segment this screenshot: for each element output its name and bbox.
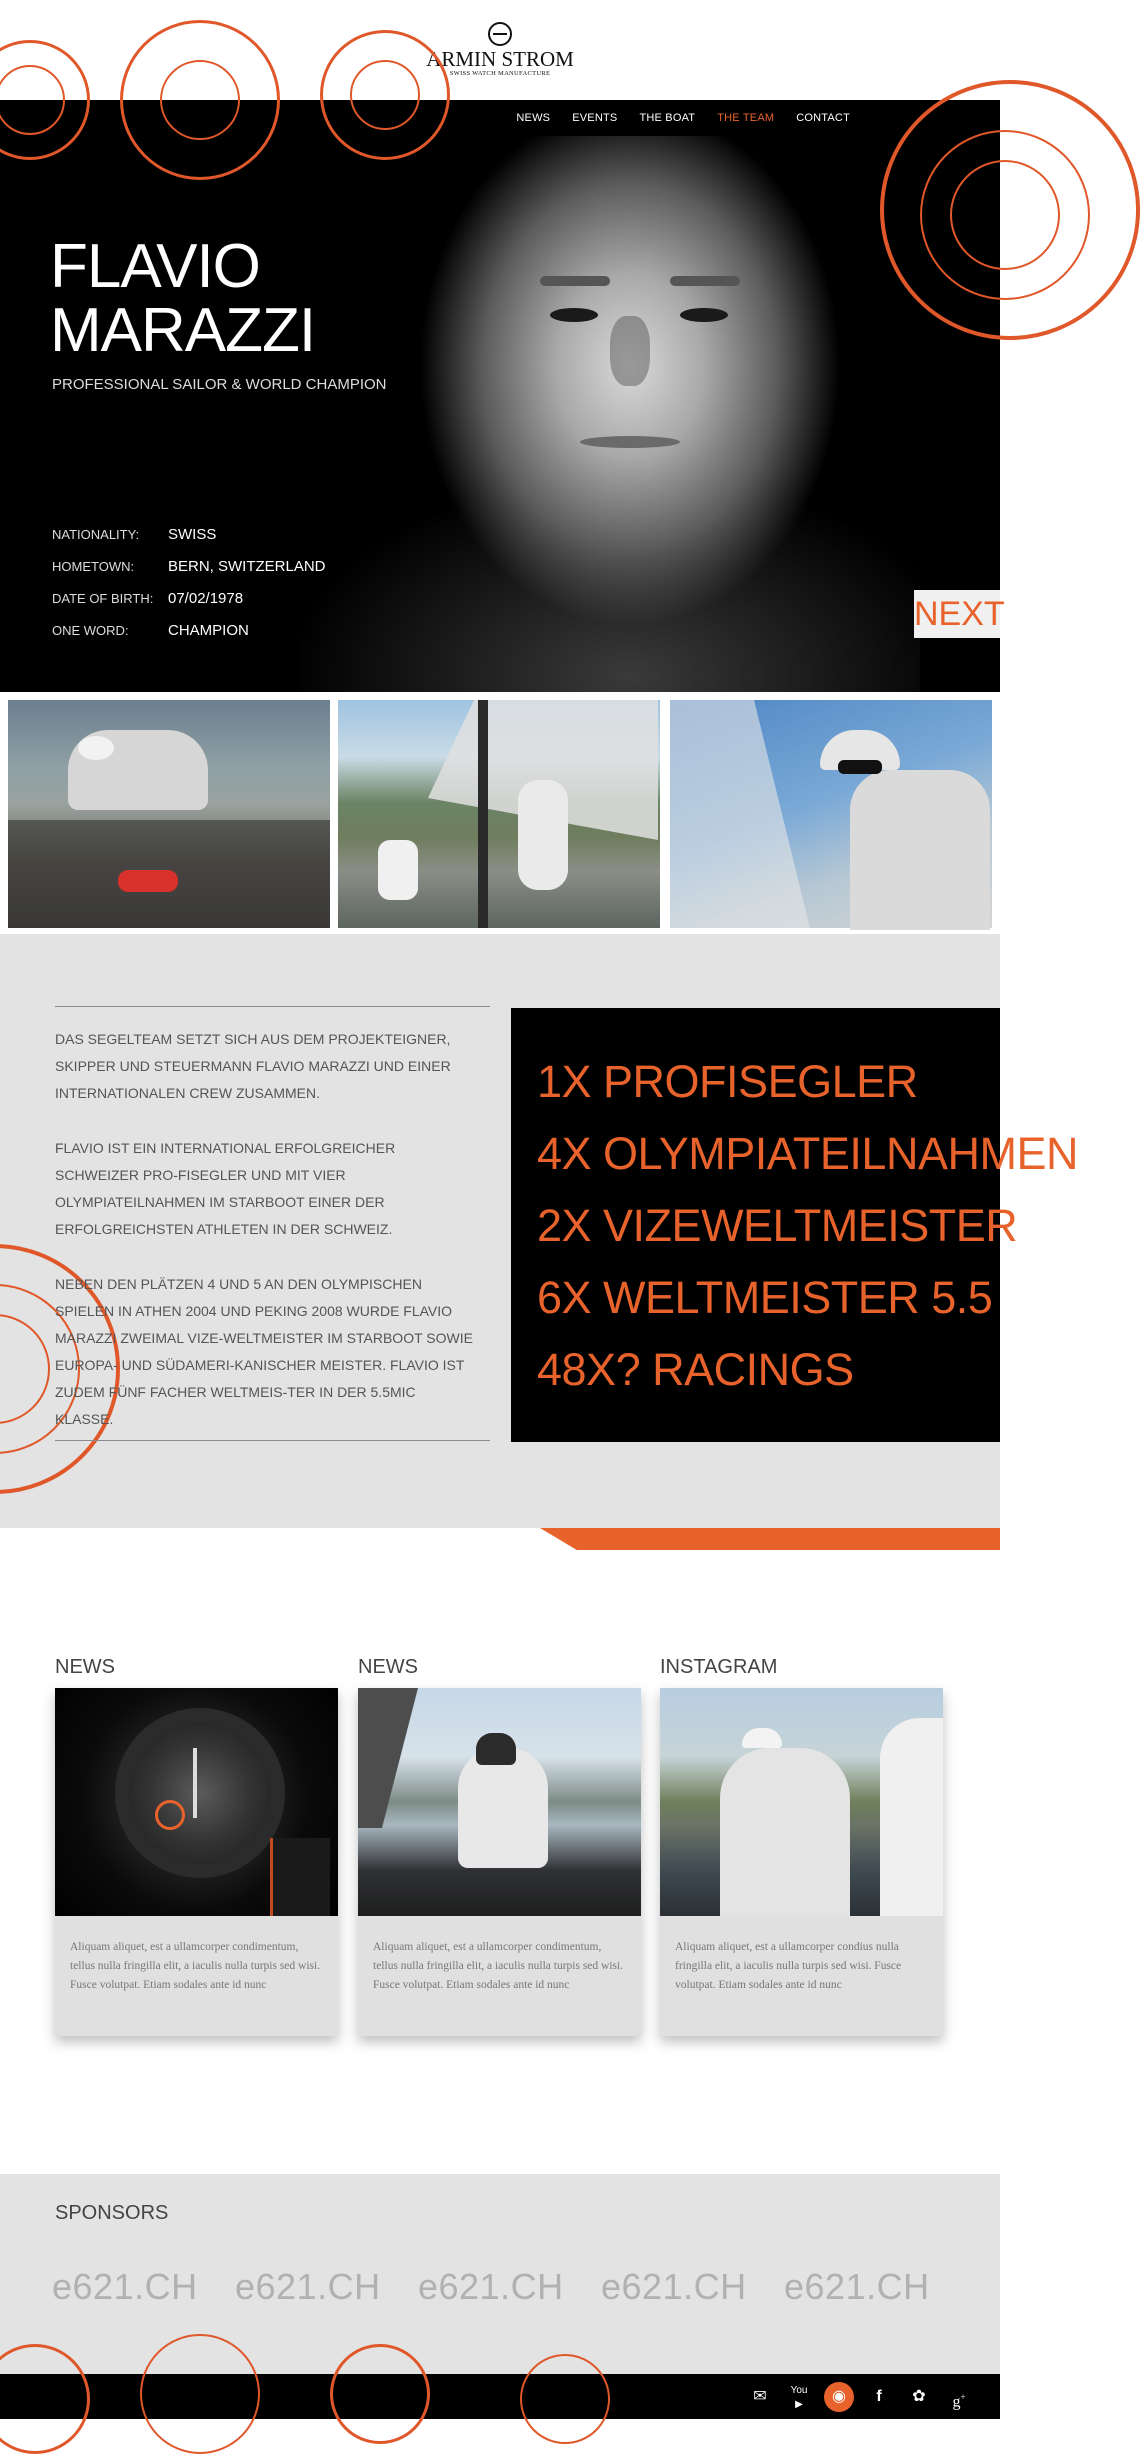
athlete-name — [50, 232, 316, 365]
decorative-gear-ring — [330, 2344, 430, 2444]
accent-bar — [540, 1528, 1000, 1550]
fact-value: SWISS — [168, 525, 217, 543]
decorative-gear-ring — [140, 2334, 260, 2454]
fact-row — [52, 614, 326, 646]
brand-tagline: SWISS WATCH MANUFACTURE — [449, 70, 551, 77]
news-card[interactable] — [55, 1688, 338, 2036]
story-section — [0, 934, 1078, 1528]
sponsors-section — [0, 2174, 1000, 2374]
next-athlete-button[interactable]: NEXT — [914, 590, 1000, 638]
achievement-stat: 2X VIZEWELTMEISTER — [537, 1200, 1018, 1251]
fact-label: DATE OF BIRTH: — [52, 590, 154, 606]
fact-row — [52, 518, 326, 550]
portrait-eye-right — [680, 308, 728, 322]
story-paragraph: DAS SEGELTEAM SETZT SICH AUS DEM PROJEKTEIGNER, SKIPPER UND STEUERMANN FLAVIO MARAZZI UND EINER INTERNATIONALEN CREW ZUSAMMEN. — [55, 1031, 451, 1101]
achievement-stat: 6X WELTMEISTER 5.5 — [537, 1272, 993, 1323]
fact-row — [52, 550, 326, 582]
fact-value: 07/02/1978 — [168, 589, 244, 607]
instagram-icon[interactable]: ◉ — [824, 2382, 854, 2412]
fact-value: BERN, SWITZERLAND — [168, 557, 326, 575]
fact-label: ONE WORD: — [52, 622, 129, 638]
decorative-gear-core — [950, 160, 1060, 270]
instagram-card-text: Aliquam aliquet, est a ullamcorper condius nulla fringilla elit, a iaculis nulla turpis sed wisi. Fusce volutpat. Etiam sodales ante id nunc — [675, 1941, 902, 1991]
achievements-panel — [511, 1008, 1078, 1442]
brand-name: ARMIN STROM — [426, 47, 574, 71]
nav-contact[interactable]: CONTACT — [796, 112, 850, 124]
fact-row — [52, 582, 326, 614]
gallery-photo[interactable] — [8, 700, 330, 928]
sponsor-logo[interactable]: e621.CH — [52, 2266, 198, 2307]
portrait-brow-left — [540, 276, 610, 286]
portrait-nose — [610, 316, 650, 386]
youtube-icon[interactable]: You ▶ — [790, 2385, 808, 2410]
nav-the-team[interactable]: THE TEAM — [717, 112, 775, 124]
fact-value: CHAMPION — [168, 621, 249, 639]
news-card-image — [55, 1688, 338, 1916]
main-nav — [494, 100, 850, 136]
story-paragraph: NEBEN DEN PLÄTZEN 4 UND 5 AN DEN OLYMPISCHEN SPIELEN IN ATHEN 2004 UND PEKING 2008 WURDE FLAVIO MARAZZI ZWEIMAL VIZE-WELTMEISTER IM STARBOOT SOWIE EUROPA- UND SÜDAMERI-KANISCHER MEISTER. FLAVIO IST ZUDEM FÜNF FACHER WELTMEIS-TER IN DER 5.5MIC KLASSE. — [55, 1276, 473, 1427]
instagram-card-image — [660, 1688, 943, 1916]
achievement-stat: 48X? RACINGS — [537, 1344, 854, 1395]
story-text — [55, 1026, 475, 1461]
photo-gallery — [0, 692, 1000, 934]
mail-icon[interactable]: ✉ — [753, 2388, 767, 2405]
feed-heading-instagram: INSTAGRAM — [660, 1656, 778, 1678]
gallery-photo[interactable] — [670, 700, 992, 928]
athlete-first-name: FLAVIO — [50, 232, 260, 301]
sponsors-title: SPONSORS — [55, 2202, 169, 2224]
portrait-brow-right — [670, 276, 740, 286]
fact-label: HOMETOWN: — [52, 558, 135, 574]
news-card-text: Aliquam aliquet, est a ullamcorper condimentum, tellus nulla fringilla elit, a iaculis nulla turpis sed wisi. Fusce volutpat. Etiam sodales ante id nunc — [70, 1941, 321, 1991]
sponsor-logo[interactable]: e621.CH — [601, 2266, 747, 2307]
instagram-card[interactable] — [660, 1688, 943, 2036]
portrait-eye-left — [550, 308, 598, 322]
google-plus-icon[interactable]: g+ — [952, 2392, 966, 2411]
portrait-mouth — [580, 436, 680, 448]
feed-heading-news: NEWS — [55, 1656, 115, 1678]
nav-the-boat[interactable]: THE BOAT — [639, 112, 696, 124]
divider-top — [55, 1006, 490, 1007]
story-paragraph: FLAVIO IST EIN INTERNATIONAL ERFOLGREICHER SCHWEIZER PRO-FISEGLER UND MIT VIER OLYMPIATEILNAHMEN IM STARBOOT EINER DER ERFOLGREICHSTEN ATHLETEN IN DER SCHWEIZ. — [55, 1140, 396, 1237]
athlete-portrait — [300, 136, 920, 692]
facebook-icon[interactable]: f — [876, 2388, 882, 2405]
athlete-last-name: MARAZZI — [50, 296, 316, 365]
athlete-facts — [52, 518, 326, 646]
decorative-gear-ring — [520, 2354, 610, 2444]
sponsor-logo[interactable]: e621.CH — [235, 2266, 381, 2307]
nav-events[interactable]: EVENTS — [572, 112, 618, 124]
athlete-subtitle: PROFESSIONAL SAILOR & WORLD CHAMPION — [52, 376, 387, 393]
sponsor-logo[interactable]: e621.CH — [784, 2266, 930, 2307]
news-card-image — [358, 1688, 641, 1916]
nav-news[interactable]: NEWS — [516, 112, 551, 124]
achievement-stat: 4X OLYMPIATEILNAHMEN — [537, 1128, 1078, 1179]
site-footer — [0, 2374, 1000, 2419]
brand-mark-icon — [488, 22, 512, 46]
divider-bottom — [55, 1440, 490, 1441]
twitter-icon[interactable]: ✿ — [912, 2388, 926, 2405]
achievement-stat: 1X PROFISEGLER — [537, 1056, 918, 1107]
youtube-label: You — [790, 2385, 808, 2396]
hero-section — [0, 100, 1005, 692]
fact-label: NATIONALITY: — [52, 526, 140, 542]
sponsor-logo[interactable]: e621.CH — [418, 2266, 564, 2307]
feed-heading-news: NEWS — [358, 1656, 418, 1678]
news-card[interactable] — [358, 1688, 641, 2036]
gallery-photo[interactable] — [338, 700, 660, 928]
news-card-text: Aliquam aliquet, est a ullamcorper condimentum, tellus nulla fringilla elit, a iaculis nulla turpis sed wisi. Fusce volutpat. Etiam sodales ante id nunc — [373, 1941, 624, 1991]
